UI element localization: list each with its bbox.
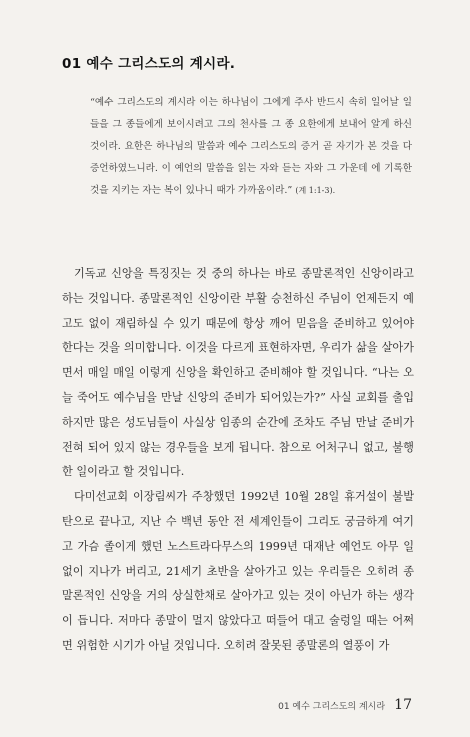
page-number: 17: [394, 697, 412, 713]
paragraph: 기독교 신앙을 특징짓는 것 중의 하나는 바로 종말론적인 신앙이라고 하는 것입니다. 종말론적인 신앙이란 부활 승천하신 주님이 언제든지 예고도 없이 재림하실 수 있기 때문에 항상 깨어 믿음을 준비하고 있어야 한다는 것을 의미합니다. 이것을 다르게 표현하자면, 우리가 삶을 살아가면서 매일 매일 이렇게 신앙을 확인하고 준비해야 할 것입니다. “나는 오늘 죽어도 예수님을 만날 신앙의 준비가 되어있는가?” 사실 교회를 출입하지만 많은 성도님들이 사실상 임종의 순간에 조차도 주님 만날 준비가 전혀 되어 있지 않는 경우들을 보게 됩니다. 참으로 어처구니 없고, 불행한 일이라고 할 것입니다.: [62, 267, 414, 479]
paragraph: 다미선교회 이장림씨가 주창했던 1992년 10월 28일 휴거설이 불발탄으로 끝나고, 지난 수 백년 동안 전 세계인들이 그리도 궁금하게 여기고 가슴 졸이게 했던 노스트라다무스의 1999년 대재난 예언도 아무 일 없이 지나가 버리고, 21세기 초반을 살아가고 있는 우리들은 오히려 종말론적인 신앙을 거의 상실한채로 살아가고 있는 것이 아닌가 하는 생각이 듭니다. 저마다 종말이 멀지 않았다고 떠들어 대고 술렁일 때는 어쩌면 위험한 시기가 아닐 것입니다. 오히려 잘못된 종말론의 열풍이 가: [62, 490, 414, 652]
running-head: 01 예수 그리스도의 계시라: [278, 702, 386, 712]
quote-text: “예수 그리스도의 계시라 이는 하나님이 그에게 주사 반드시 속히 일어날 일들을 그 종들에게 보이시려고 그의 천사를 그 종 요한에게 보내어 알게 하신 것이라. 요한은 하나님의 말씀과 예수 그리스도의 증거 곧 자기가 본 것을 다 증언하였느니라. 이 예언의 말씀을 읽는 자와 듣는 자와 그 가운데 에 기록한 것을 지키는 자는 복이 있나니 때가 가까움이라.”: [90, 97, 412, 196]
scripture-quote: [90, 92, 412, 202]
chapter-title: 01 예수 그리스도의 계시라.: [62, 56, 236, 72]
quote-reference: (계 1:1-3).: [295, 186, 336, 195]
body-text: [62, 262, 414, 659]
page-footer: [262, 694, 412, 713]
